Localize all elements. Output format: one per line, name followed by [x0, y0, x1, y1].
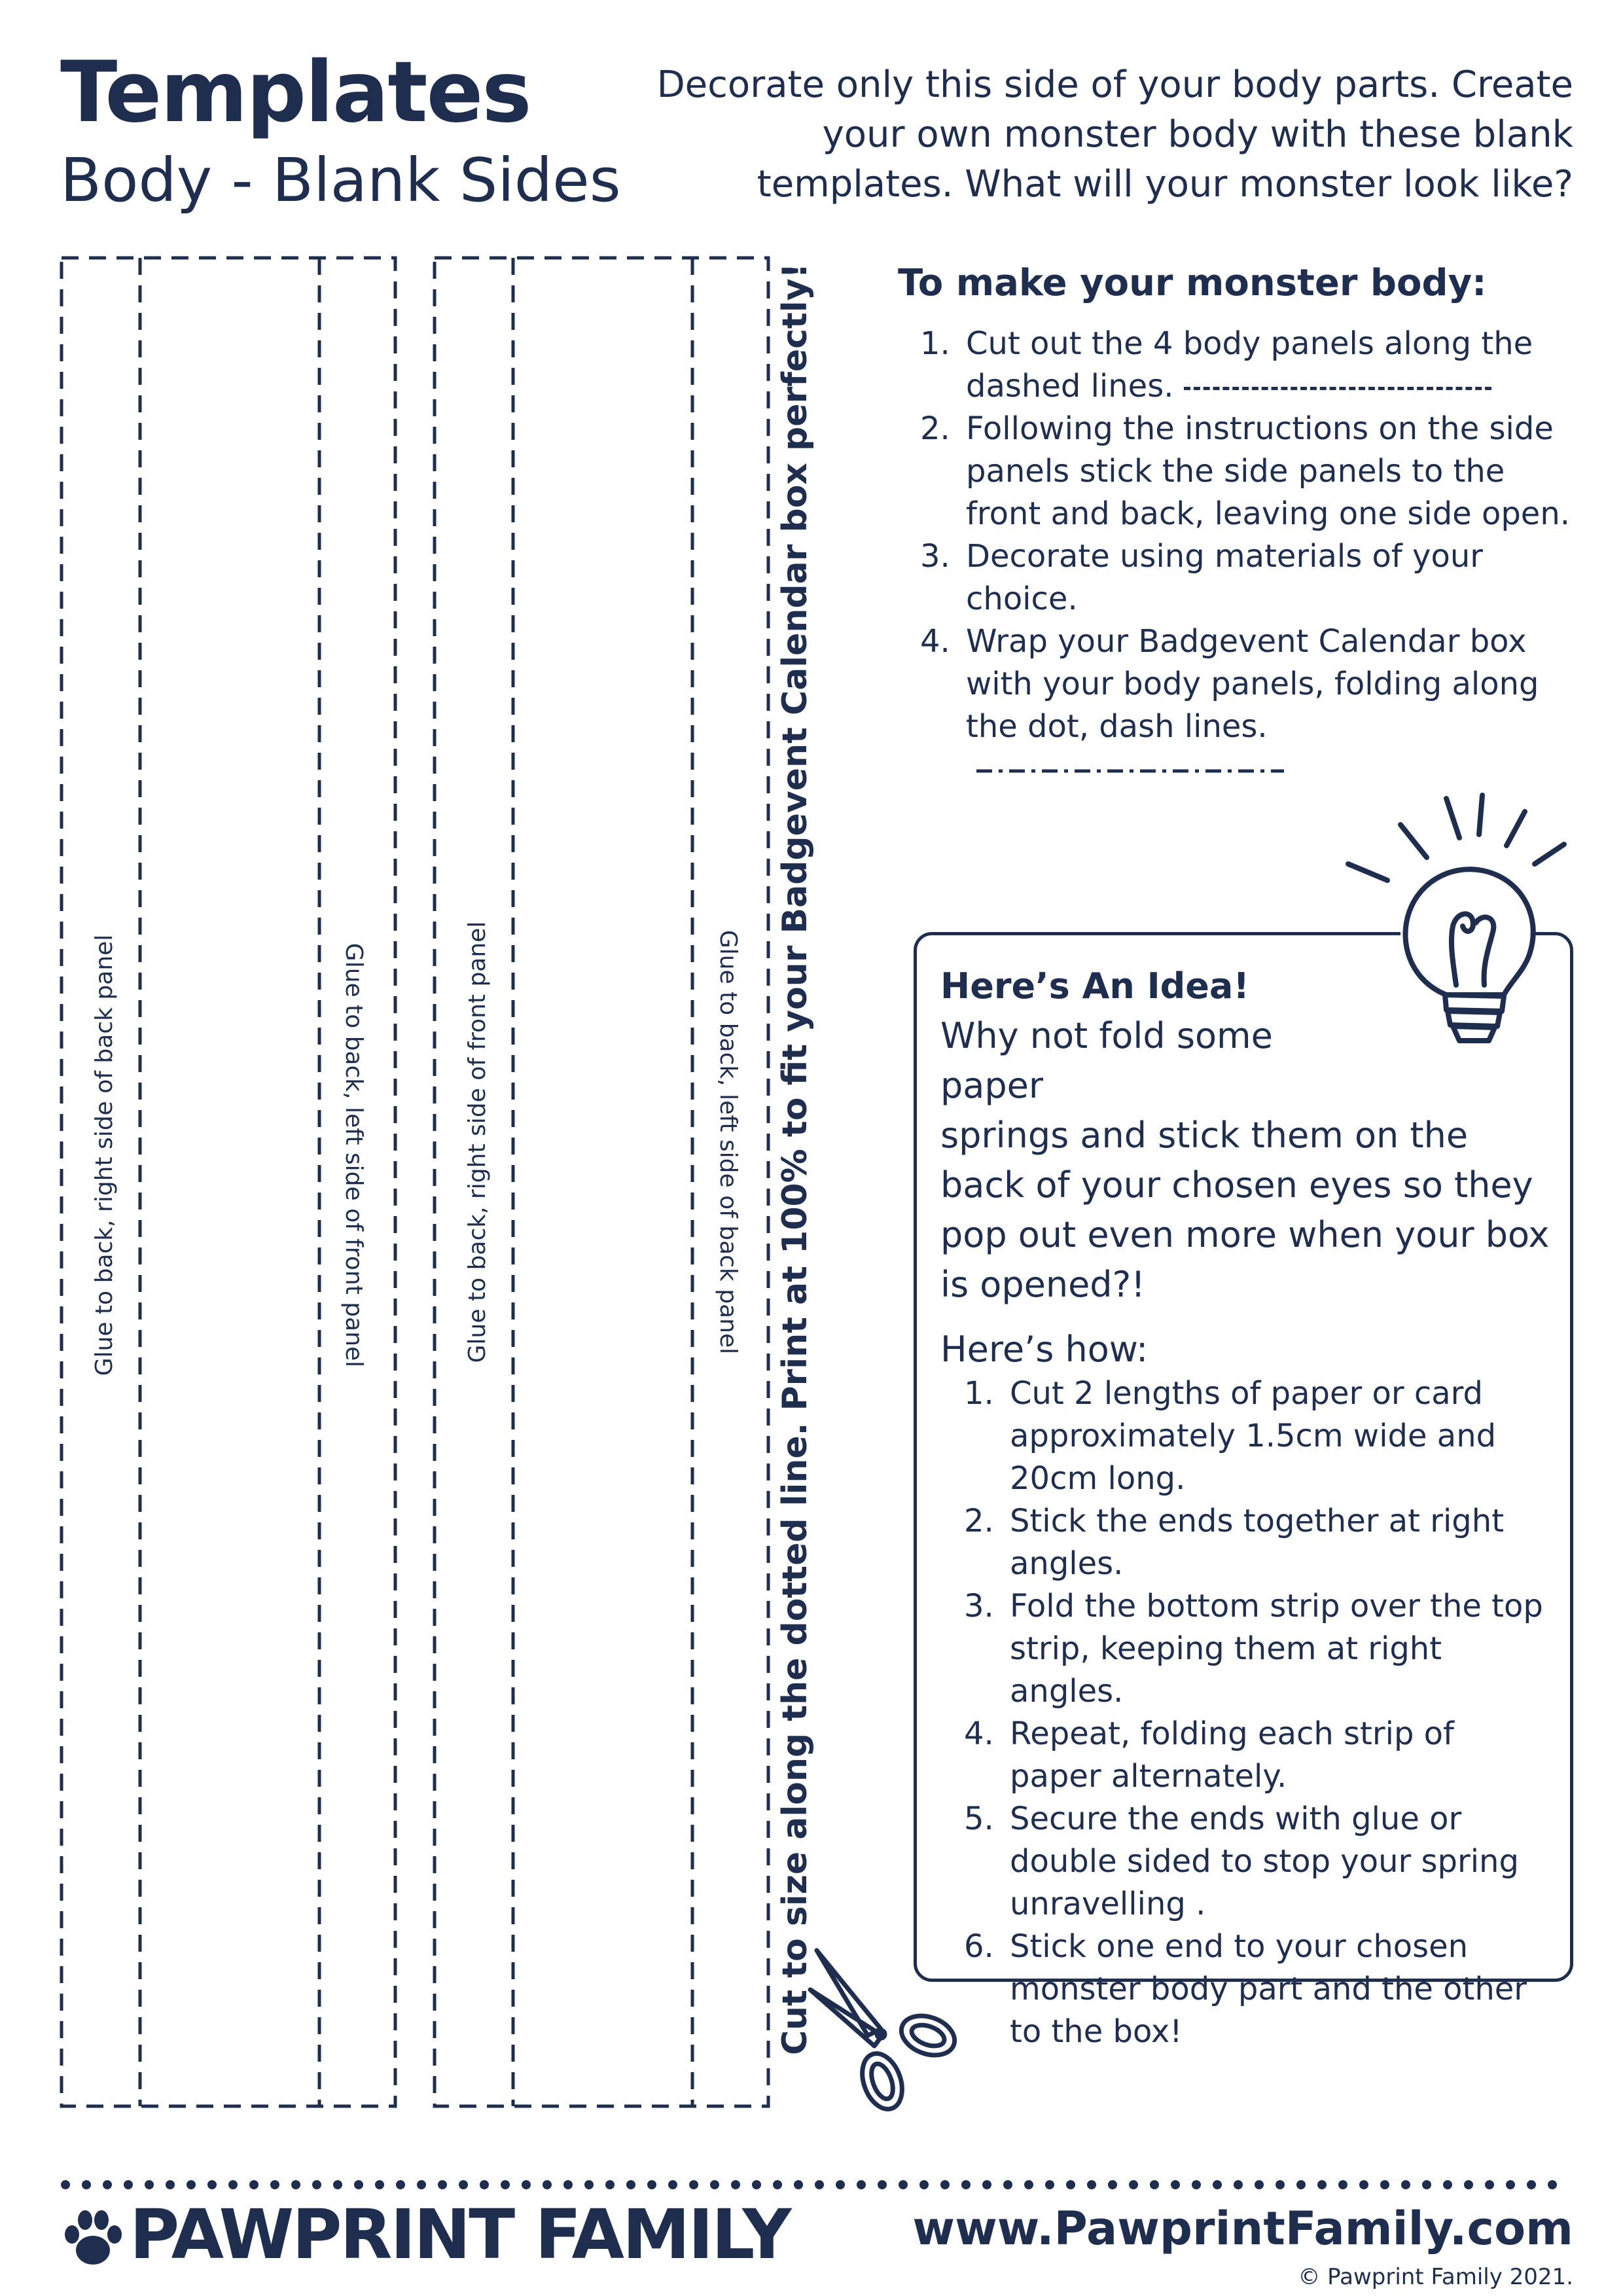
page-subtitle: Body - Blank Sides [60, 145, 621, 215]
step-text: Cut 2 lengths of paper or card approximately 1.5cm wide and 20cm long. [1010, 1375, 1497, 1497]
instructions-heading: To make your monster body: [898, 262, 1487, 304]
instruction-step [898, 408, 1578, 535]
step-number: 1. [920, 325, 950, 362]
howto-step [940, 1926, 1546, 2053]
howto-step [940, 1372, 1546, 1500]
step-text: Decorate using materials of your choice. [966, 538, 1483, 617]
idea-body-text: springs and stick them on the back of your chosen eyes so they pop out even more when your box is opened?! [940, 1115, 1550, 1305]
step-number: 6. [964, 1928, 994, 1965]
lightbulb-icon [1335, 785, 1584, 1060]
instruction-step [898, 323, 1578, 408]
step-text: Repeat, folding each strip of paper alternately. [1010, 1715, 1454, 1795]
instructions-list [898, 323, 1578, 791]
howto-list [940, 1372, 1546, 2053]
step-text: Stick one end to your chosen monster body part and the other to the box! [1010, 1928, 1527, 2050]
panel-label-2: Glue to back, left side of front panel [340, 942, 367, 1368]
website-link[interactable]: www.PawprintFamily.com [912, 2202, 1573, 2255]
step-number: 2. [964, 1503, 994, 1539]
howto-step [940, 1713, 1546, 1798]
idea-body-first-line: Why not fold some paper [940, 1015, 1273, 1106]
copyright-notice: © Pawprint Family 2021. [1298, 2264, 1573, 2290]
step-text: Secure the ends with glue or double sided to stop your spring unravelling . [1010, 1801, 1519, 1922]
idea-heading: Here’s An Idea! [940, 965, 1249, 1007]
step-text: Cut out the 4 body panels along the dashed lines. [966, 325, 1533, 404]
brand-logo-text: PAWPRINT FAMILY [130, 2195, 790, 2274]
step-number: 5. [964, 1801, 994, 1837]
print-instructions-note: Cut to size along the dotted line. Print at 100% to fit your Badgevent Calendar box perfectly! [776, 262, 815, 2055]
panel-label-3: Glue to back, right side of front panel [464, 921, 491, 1363]
howto-heading: Here’s how: [940, 1329, 1149, 1370]
step-number: 2. [920, 410, 950, 447]
panel-label-1: Glue to back, right side of back panel [91, 934, 118, 1376]
step-number: 4. [964, 1715, 994, 1752]
step-text: Stick the ends together at right angles. [1010, 1503, 1505, 1582]
intro-text: Decorate only this side of your body parts. Create your own monster body with these blank templates. What will your monster look like? [656, 63, 1573, 206]
howto-step [940, 1585, 1546, 1713]
step-text: Following the instructions on the side panels stick the side panels to the front and back, leaving one side open. [966, 410, 1570, 532]
instructions-section [898, 262, 1578, 791]
howto-step [940, 1798, 1546, 1926]
step-number: 1. [964, 1375, 994, 1412]
step-text: Wrap your Badgevent Calendar box with your body panels, folding along the dot, dash lines. [966, 623, 1539, 745]
step-number: 3. [964, 1588, 994, 1624]
panel-label-4: Glue to back, left side of back panel [715, 929, 741, 1355]
howto-step [940, 1500, 1546, 1585]
dot-dash-line-sample [976, 768, 1284, 774]
paw-icon [60, 2206, 126, 2271]
instruction-step [898, 620, 1578, 791]
footer-dotted-divider [60, 2179, 1578, 2190]
step-number: 3. [920, 538, 950, 575]
idea-box [914, 932, 1573, 2050]
step-text: Fold the bottom strip over the top strip, keeping them at right angles. [1010, 1588, 1543, 1710]
page-title: Templates [60, 44, 531, 141]
instruction-step [898, 535, 1578, 620]
dashed-line-sample [1184, 387, 1491, 390]
step-number: 4. [920, 623, 950, 660]
